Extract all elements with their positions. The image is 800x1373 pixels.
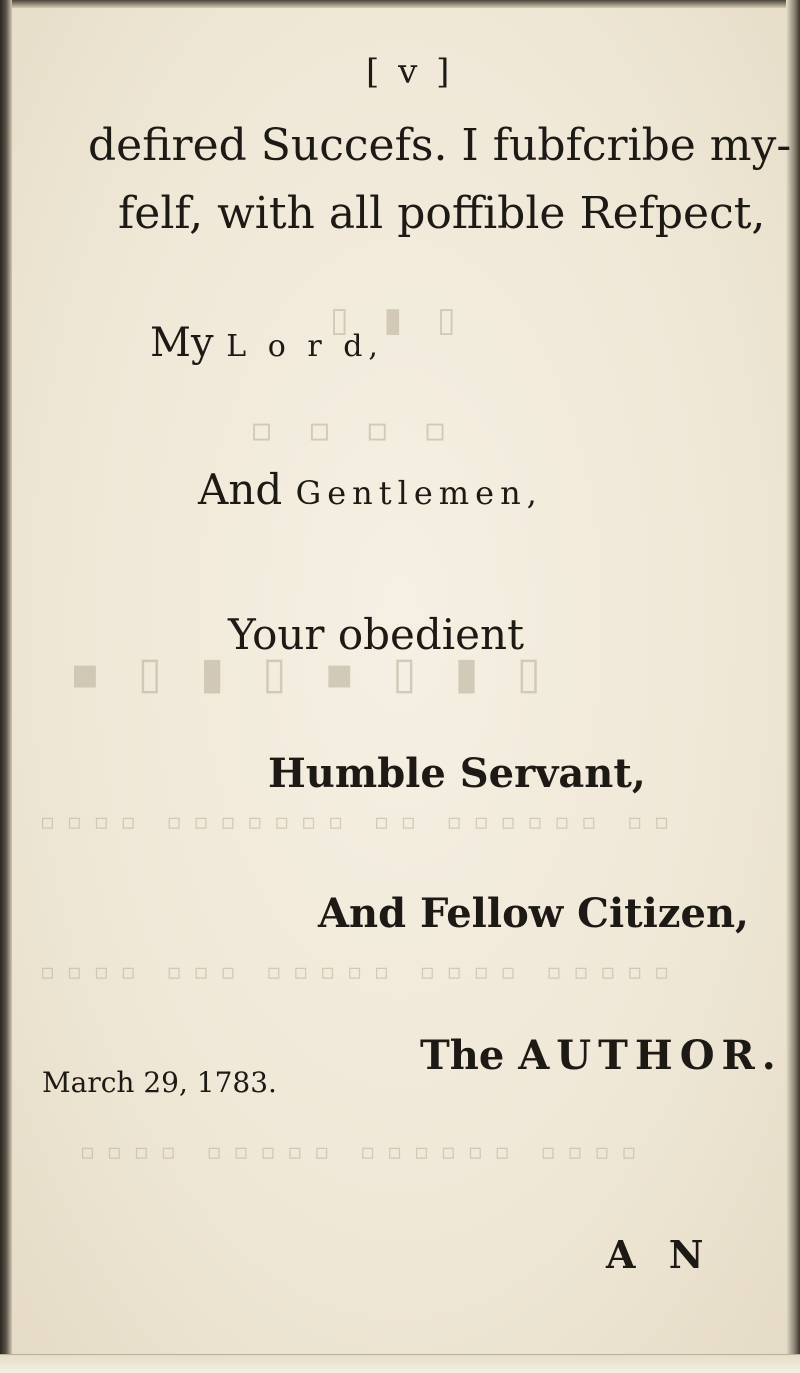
gentlemen-prefix: And xyxy=(198,465,283,514)
signature-the: The xyxy=(420,1032,505,1079)
show-through-mark: ▯ ▮ ▯ xyxy=(330,300,468,340)
salutation-gentlemen xyxy=(198,465,543,514)
salutation-lord-word: L o r d, xyxy=(226,329,384,364)
signature-author-word: AUTHOR. xyxy=(518,1032,783,1079)
catchword: A N xyxy=(606,1232,714,1277)
show-through-mark: ▫ ▫ ▫ ▫ xyxy=(250,410,459,450)
show-through-mark: ▪ ▯ ▮ ▯ ▪ ▯ ▮ ▯ xyxy=(70,648,553,699)
show-through-mark: ▫▫▫▫ ▫▫▫▫▫▫▫ ▫▫ ▫▫▫▫▫▫ ▫▫ xyxy=(40,810,682,835)
salutation-prefix: My xyxy=(150,320,214,366)
page-edge-right xyxy=(786,0,800,1373)
closing-obedient: Your obedient xyxy=(228,610,524,659)
text-line-1: defired Succefs. I fubfcribe my- xyxy=(88,120,792,171)
page-edge-bottom xyxy=(0,1354,800,1373)
page-edge-top xyxy=(0,0,800,8)
page-edge-left xyxy=(0,0,12,1373)
signature-author xyxy=(420,1032,783,1079)
show-through-mark: ▫▫▫▫ ▫▫▫ ▫▫▫▫▫ ▫▫▫▫ ▫▫▫▫▫ xyxy=(40,960,682,985)
letter-date: March 29, 1783. xyxy=(42,1066,277,1099)
closing-fellow-citizen: And Fellow Citizen, xyxy=(318,890,749,937)
page-number: [ v ] xyxy=(366,52,454,92)
salutation-lord xyxy=(150,320,384,366)
gentlemen-word: Gentlemen, xyxy=(295,474,543,512)
show-through-mark: ▫▫▫▫ ▫▫▫▫▫ ▫▫▫▫▫▫ ▫▫▫▫ xyxy=(80,1140,649,1165)
closing-servant: Humble Servant, xyxy=(268,750,646,797)
text-line-2: felf, with all poffible Refpect, xyxy=(118,188,766,239)
